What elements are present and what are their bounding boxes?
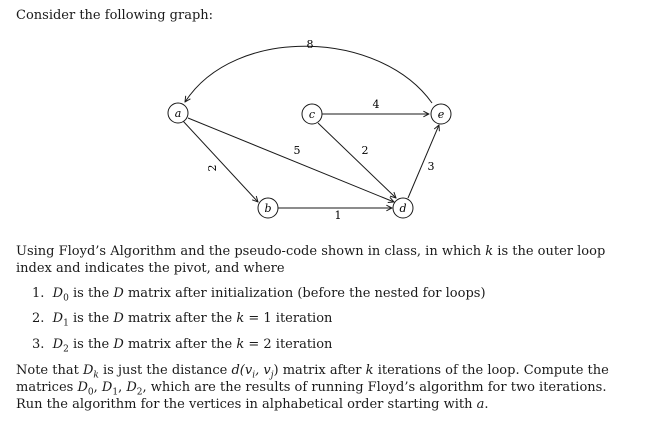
weight-d-e: 3 xyxy=(427,160,435,173)
svg-text:d: d xyxy=(399,202,407,215)
svg-text:b: b xyxy=(264,202,272,215)
weight-a-b: 2 xyxy=(206,164,219,172)
svg-text:c: c xyxy=(308,108,316,121)
svg-text:a: a xyxy=(174,107,182,120)
edge-a-b xyxy=(183,121,258,202)
weight-c-d: 2 xyxy=(361,144,369,157)
node-b xyxy=(258,198,278,218)
note-paragraph: Note that $D_k$ is just the distance $d(v_i$, $v_j$) matrix after k iterations of the loop. Compute the matrices $D_0$, $D_1$, $D_2$, which are the results of running Floyd’s algorithm for two iterations. Run the algorithm for the vertices in alphabetical order starting with a. xyxy=(16,363,609,412)
node-c xyxy=(302,104,322,124)
node-e xyxy=(431,104,451,124)
list-item: 2. $D_1$ is the D matrix after the k = 1 iteration xyxy=(32,311,333,329)
list-item: 1. $D_0$ is the D matrix after initialization (before the nested for loops) xyxy=(32,286,486,304)
edge-e-a xyxy=(185,46,432,103)
intro-text: Consider the following graph: xyxy=(16,8,214,23)
svg-text:e: e xyxy=(437,108,445,121)
node-d xyxy=(393,198,413,218)
weight-b-d: 1 xyxy=(334,209,342,222)
node-a xyxy=(168,103,188,123)
list-item: 3. $D_2$ is the D matrix after the k = 2 iteration xyxy=(32,337,333,355)
weight-e-a: 8 xyxy=(306,38,314,51)
weight-c-e: 4 xyxy=(372,98,380,111)
instructions-paragraph: Using Floyd’s Algorithm and the pseudo-code shown in class, in which k is the outer loop index and indicates the pivot, and where xyxy=(16,244,606,276)
weight-a-d: 5 xyxy=(293,144,301,157)
